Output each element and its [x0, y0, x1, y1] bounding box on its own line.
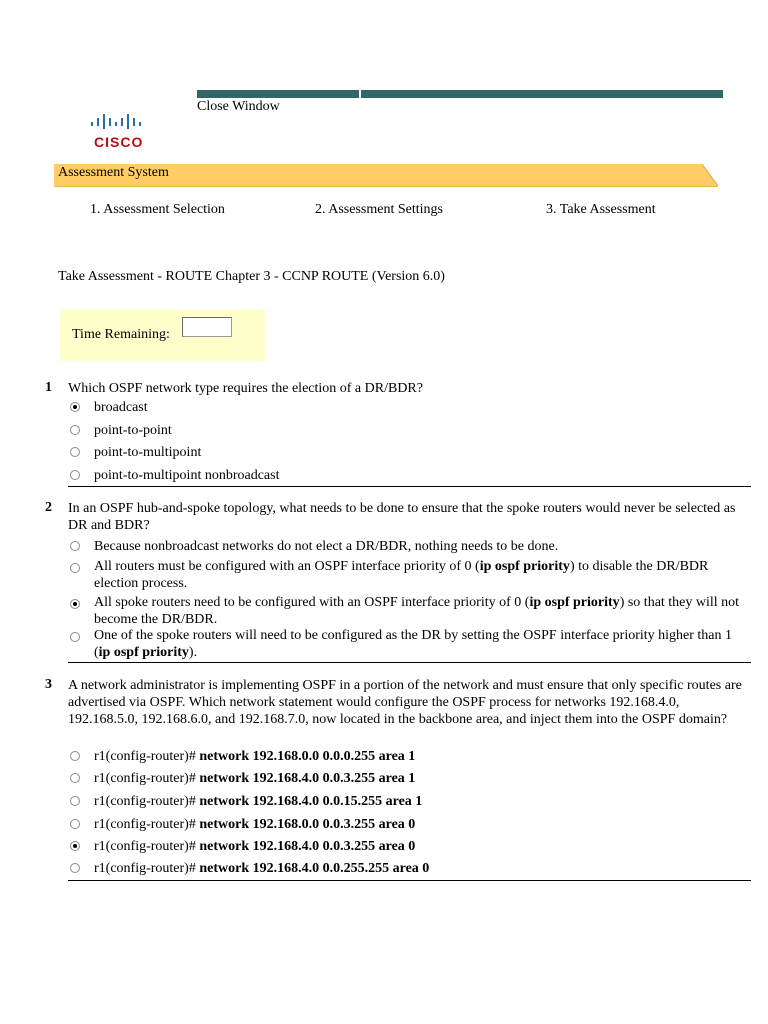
step-assessment-selection[interactable]: 1. Assessment Selection: [90, 202, 225, 217]
assessment-system-bar: [54, 164, 718, 187]
radio-button[interactable]: [70, 425, 80, 435]
option-label: r1(config-router)# network 192.168.0.0 0.0.3.255 area 0: [94, 817, 416, 832]
close-window-link[interactable]: Close Window: [197, 99, 280, 114]
option-label: r1(config-router)# network 192.168.0.0 0.0.0.255 area 1: [94, 749, 416, 764]
question-3-number: 3: [45, 677, 52, 692]
question-2-text: In an OSPF hub-and-spoke topology, what needs to be done to ensure that the spoke routers would never be selected as DR and BDR?: [68, 501, 736, 533]
option-label: broadcast: [94, 400, 148, 415]
option-label: All routers must be configured with an OSPF interface priority of 0 (ip ospf priority) to disable the DR/BDR election process.: [94, 559, 709, 591]
bar-corner-decoration: [702, 164, 718, 186]
option-label: r1(config-router)# network 192.168.4.0 0.0.15.255 area 1: [94, 794, 423, 809]
question-divider: [68, 662, 751, 663]
radio-button[interactable]: [70, 796, 80, 806]
option-label: point-to-multipoint: [94, 445, 202, 460]
radio-button[interactable]: [70, 447, 80, 457]
radio-button[interactable]: [70, 841, 80, 851]
time-remaining-label: Time Remaining:: [72, 327, 170, 342]
radio-button[interactable]: [70, 773, 80, 783]
radio-button[interactable]: [70, 541, 80, 551]
question-1-number: 1: [45, 380, 52, 395]
cisco-logo: [88, 112, 154, 152]
radio-button[interactable]: [70, 563, 80, 573]
radio-button[interactable]: [70, 632, 80, 642]
step-take-assessment[interactable]: 3. Take Assessment: [546, 202, 656, 217]
question-1-text: Which OSPF network type requires the election of a DR/BDR?: [68, 381, 423, 396]
question-divider: [68, 486, 751, 487]
option-label: r1(config-router)# network 192.168.4.0 0.0.3.255 area 0: [94, 839, 416, 854]
option-label: r1(config-router)# network 192.168.4.0 0.0.255.255 area 0: [94, 861, 430, 876]
question-divider: [68, 880, 751, 881]
option-label: Because nonbroadcast networks do not elect a DR/BDR, nothing needs to be done.: [94, 539, 559, 554]
logo-text: CISCO: [94, 134, 144, 150]
option-label: point-to-point: [94, 423, 172, 438]
option-label: All spoke routers need to be configured with an OSPF interface priority of 0 (ip ospf priority) so that they will not become the DR/BDR.: [94, 595, 740, 627]
header-accent-bar: [197, 90, 723, 98]
page-title: Take Assessment - ROUTE Chapter 3 - CCNP ROUTE (Version 6.0): [58, 269, 445, 284]
radio-button[interactable]: [70, 863, 80, 873]
radio-button[interactable]: [70, 751, 80, 761]
assessment-system-title: Assessment System: [58, 165, 169, 180]
option-label: One of the spoke routers will need to be configured as the DR by setting the OSPF interface priority higher than 1 (ip ospf priority).: [94, 628, 733, 660]
option-label: r1(config-router)# network 192.168.4.0 0.0.3.255 area 1: [94, 771, 416, 786]
radio-button[interactable]: [70, 470, 80, 480]
option-label: point-to-multipoint nonbroadcast: [94, 468, 280, 483]
step-assessment-settings[interactable]: 2. Assessment Settings: [315, 202, 443, 217]
radio-button[interactable]: [70, 599, 80, 609]
question-3-text: A network administrator is implementing OSPF in a portion of the network and must ensure that only specific routes are advertised via OSPF. Which network statement would configure the OSPF process for networks 192.168.4.0, 192.168.5.0, 192.168.6.0, and 192.168.7.0, now located in the backbone area, and inject them into the OSPF domain?: [68, 678, 742, 727]
radio-button[interactable]: [70, 819, 80, 829]
time-remaining-panel: [60, 309, 265, 361]
question-2-number: 2: [45, 500, 52, 515]
radio-button[interactable]: [70, 402, 80, 412]
time-remaining-field: [182, 317, 232, 337]
